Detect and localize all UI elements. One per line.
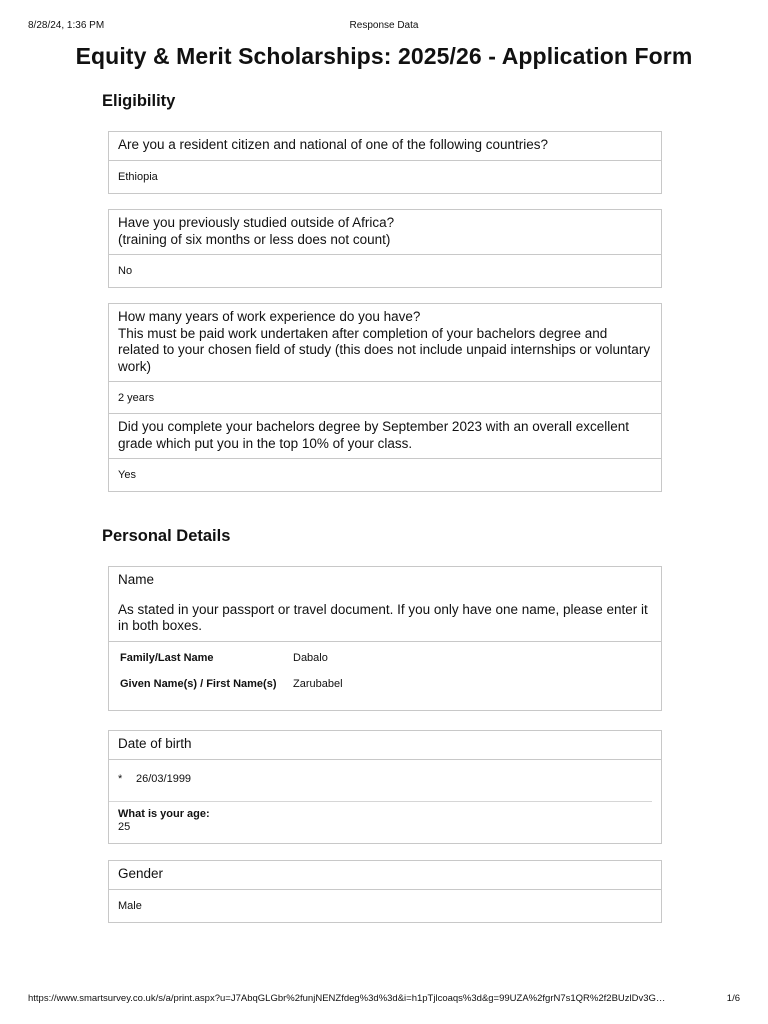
question-card-bachelors-grade [108,413,662,492]
answer-value: No [118,265,133,277]
bullet-marker: * [118,772,123,785]
name-row-family [120,652,652,678]
answer-value: Yes [118,469,136,481]
answer-value: Ethiopia [118,170,158,183]
question-line: Have you previously studied outside of Africa? [118,215,395,230]
question-text [109,861,661,890]
question-card-date-of-birth [108,730,662,844]
question-line: Did you complete your bachelors degree by September 2023 with an overall excellent grade which put you in the top 10% of your class. [118,419,630,451]
question-text [109,414,661,459]
question-card-residency [108,131,662,194]
name-fields [109,642,661,710]
print-footer [28,993,740,1007]
question-title: Date of birth [118,736,192,751]
form-title: Equity & Merit Scholarships: 2025/26 - Application Form [75,43,693,69]
age-value: 25 [118,820,131,833]
print-datetime: 8/28/24, 1:36 PM [28,20,105,31]
question-title: Gender [118,866,164,881]
answer-value: Male [118,899,142,912]
question-line: How many years of work experience do you have? [118,309,421,324]
question-title: Name [118,572,155,587]
question-text [109,132,661,161]
age-label: What is your age: [118,807,210,820]
footer-url: https://www.smartsurvey.co.uk/s/a/print.aspx?u=J7AbqGLGbr%2funjNENZfdeg%3d%3d&i=h1pTjlcoaqs%3d&g=99UZA%2fgrN7s1QR%2f2BUzlDv3G… [28,993,666,1004]
name-row-given [120,678,652,704]
age-answer [109,802,661,843]
question-note: As stated in your passport or travel document. If you only have one name, please enter it in both boxes. [118,601,648,633]
question-line: This must be paid work undertaken after completion of your bachelors degree and related to your chosen field of study (this does not include unpaid internships or voluntary work) [118,325,651,374]
print-doc-title: Response Data [349,20,419,31]
section-heading-personal-details: Personal Details [102,527,231,545]
field-value: Zarubabel [293,677,343,690]
question-card-studied-abroad [108,209,662,288]
field-label: Family/Last Name [120,651,214,664]
question-text [109,210,661,255]
question-line: Are you a resident citizen and national of one of the following countries? [118,137,549,152]
print-header [28,20,740,34]
page-number: 1/6 [726,993,740,1004]
question-text [109,567,661,642]
field-label: Given Name(s) / First Name(s) [120,677,277,690]
dob-answer [109,760,652,802]
field-value: Dabalo [293,651,328,664]
section-heading-eligibility: Eligibility [102,92,176,110]
question-card-gender [108,860,662,923]
question-card-name [108,566,662,711]
answer-value: 2 years [118,392,155,404]
dob-value: 26/03/1999 [136,772,192,785]
question-line: (training of six months or less does not count) [118,231,391,247]
question-card-work-experience [108,303,662,415]
question-text [109,731,661,760]
question-text [109,304,661,382]
